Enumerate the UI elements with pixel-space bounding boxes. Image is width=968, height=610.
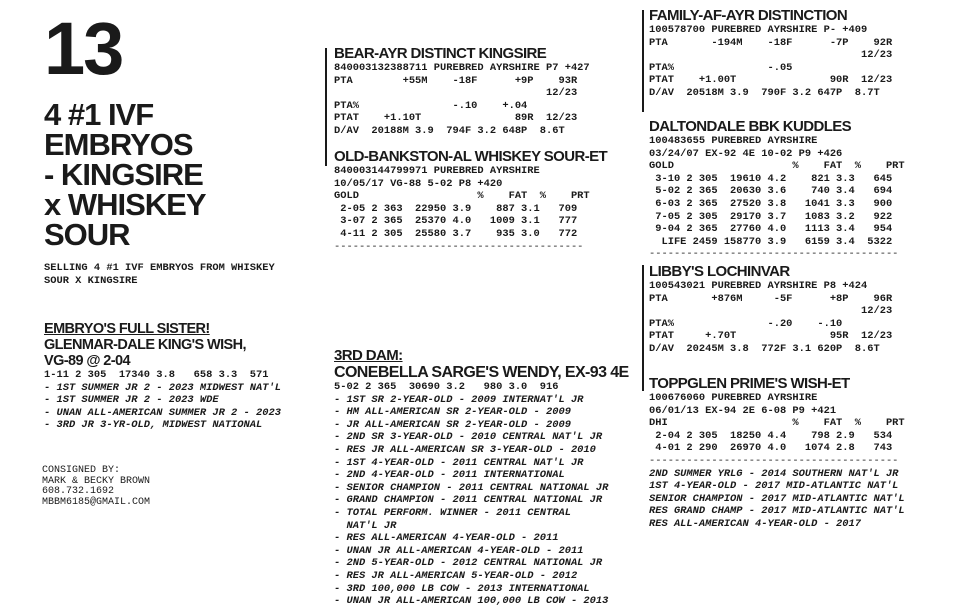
- award-line: - 3RD JR 3-YR-OLD, MIDWEST NATIONAL: [44, 419, 263, 432]
- pedigree-line: 12/23: [649, 49, 893, 62]
- pedigree-line: PTA% -.05: [649, 61, 793, 74]
- pedigree-line: 5-02 2 365 20630 3.6 740 3.4 694: [649, 185, 893, 198]
- pedigree-bracket: [642, 10, 644, 112]
- headline-line: 4 #1 IVF: [44, 97, 154, 132]
- award-line: - 2ND 5-YEAR-OLD - 2012 CENTRAL NATIONAL JR: [334, 557, 603, 570]
- pedigree-bracket: [642, 265, 644, 391]
- maternal-grandsire-block: [649, 263, 892, 356]
- lot-number: 13: [44, 7, 123, 90]
- award-line: - 1ST SR 2-YEAR-OLD - 2009 INTERNAT'L JR: [334, 393, 584, 406]
- paternal-grandsire-name: FAMILY-AF-AYR DISTINCTION: [649, 7, 848, 24]
- award-line: - JR ALL-AMERICAN SR 2-YEAR-OLD - 2009: [334, 418, 571, 431]
- award-line: - 1ST SUMMER JR 2 - 2023 MIDWEST NAT'L: [44, 381, 281, 394]
- third-dam-label: 3RD DAM:: [334, 347, 403, 364]
- full-sister-record: 1-11 2 305 17340 3.8 658 3.3 571: [44, 369, 269, 381]
- pedigree-line: GOLD % FAT % PRT: [649, 160, 905, 173]
- pedigree-line: LIFE 2459 158770 3.9 6159 3.4 5322: [649, 235, 893, 248]
- award-line: - 3RD 100,000 LB COW - 2013 INTERNATIONAL: [334, 582, 590, 595]
- description-line: SELLING 4 #1 IVF EMBRYOS FROM WHISKEY: [44, 262, 275, 274]
- award-line: - UNAN JR ALL-AMERICAN 100,000 LB COW - 2013: [334, 595, 609, 608]
- sire-line: D/AV 20188M 3.9 794F 3.2 648P 8.6T: [334, 124, 565, 137]
- granddam-name: DALTONDALE BBK KUDDLES: [649, 118, 852, 135]
- sire-line: 840003132388711 PUREBRED AYRSHIRE P7 +427: [334, 62, 590, 74]
- pedigree-bracket: [325, 48, 327, 166]
- headline-line: EMBRYOS: [44, 127, 193, 162]
- sire-name: BEAR-AYR DISTINCT KINGSIRE: [334, 45, 547, 62]
- pedigree-line: 9-04 2 365 27760 4.0 1113 3.4 954: [649, 223, 893, 236]
- lot-headline: [44, 97, 304, 252]
- full-sister-score: VG-89 @ 2-04: [44, 353, 130, 369]
- pedigree-line: 2-04 2 305 18250 4.4 798 2.9 534: [649, 429, 893, 442]
- pedigree-line: D/AV 20245M 3.8 772F 3.1 620P 8.6T: [649, 342, 880, 355]
- maternal-grandsire-name: LIBBY'S LOCHINVAR: [649, 263, 790, 280]
- sire-line: PTAT +1.10T 89R 12/23: [334, 112, 578, 125]
- dam-line: 2-05 2 363 22950 3.9 887 3.1 709: [334, 202, 578, 215]
- dam-line: 10/05/17 VG-88 5-02 P8 +420: [334, 177, 503, 190]
- consignor-phone: 608.732.1692: [42, 486, 115, 497]
- dam-line: 3-07 2 365 25370 4.0 1009 3.1 777: [334, 215, 578, 228]
- award-line: - RES JR ALL-AMERICAN 5-YEAR-OLD - 2012: [334, 569, 578, 582]
- pedigree-line: 100543021 PUREBRED AYRSHIRE P8 +424: [649, 280, 868, 292]
- granddam-block: [649, 118, 905, 261]
- lot-description: [44, 262, 275, 287]
- award-line: NAT'L JR: [334, 519, 397, 532]
- granddam-divider: ----------------------------------------: [649, 248, 899, 261]
- headline-line: x WHISKEY: [44, 187, 206, 222]
- pedigree-line: PTA -194M -18F -7P 92R: [649, 36, 893, 49]
- consignor-label: CONSIGNED BY:: [42, 465, 121, 476]
- award-line: RES GRAND CHAMP - 2017 MID-ATLANTIC NAT'L: [649, 505, 905, 518]
- great-granddam-divider: ----------------------------------------: [649, 454, 899, 467]
- pedigree-line: D/AV 20518M 3.9 790F 3.2 647P 8.7T: [649, 86, 880, 99]
- pedigree-line: 4-01 2 290 26970 4.0 1074 2.8 743: [649, 442, 893, 455]
- award-line: - RES ALL-AMERICAN 4-YEAR-OLD - 2011: [334, 532, 559, 545]
- pedigree-line: 6-03 2 365 27520 3.8 1041 3.3 900: [649, 197, 893, 210]
- consignor-name: MARK & BECKY BROWN: [42, 475, 151, 487]
- dam-line: GOLD % FAT % PRT: [334, 190, 590, 203]
- dam-name: OLD-BANKSTON-AL WHISKEY SOUR-ET: [334, 148, 608, 165]
- pedigree-line: PTA% -.20 -.10: [649, 317, 843, 330]
- third-dam-name: CONEBELLA SARGE'S WENDY, EX-93 4E: [334, 364, 629, 381]
- paternal-grandsire-block: [649, 7, 892, 100]
- pedigree-line: 06/01/13 EX-94 2E 6-08 P9 +421: [649, 404, 837, 417]
- award-line: RES ALL-AMERICAN 4-YEAR-OLD - 2017: [649, 517, 862, 530]
- pedigree-line: PTAT +1.00T 90R 12/23: [649, 74, 893, 87]
- sire-block: [334, 45, 590, 138]
- award-line: - GRAND CHAMPION - 2011 CENTRAL NATIONAL JR: [334, 494, 603, 507]
- pedigree-line: DHI % FAT % PRT: [649, 417, 905, 430]
- pedigree-line: 12/23: [649, 305, 893, 318]
- award-line: - 2ND 4-YEAR-OLD - 2011 INTERNATIONAL: [334, 469, 565, 482]
- award-line: - 1ST 4-YEAR-OLD - 2011 CENTRAL NAT'L JR: [334, 456, 584, 469]
- dam-line: 4-11 2 305 25580 3.7 935 3.0 772: [334, 227, 578, 240]
- consignor-info: [42, 466, 150, 508]
- award-line: - UNAN JR ALL-AMERICAN 4-YEAR-OLD - 2011: [334, 544, 584, 557]
- pedigree-line: 100578700 PUREBRED AYRSHIRE P- +409: [649, 24, 868, 36]
- pedigree-line: 7-05 2 305 29170 3.7 1083 3.2 922: [649, 210, 893, 223]
- award-line: - TOTAL PERFORM. WINNER - 2011 CENTRAL: [334, 506, 571, 519]
- full-sister-name: GLENMAR-DALE KING'S WISH,: [44, 337, 246, 353]
- award-line: - SENIOR CHAMPION - 2011 CENTRAL NATIONAL JR: [334, 481, 609, 494]
- dam-block: [334, 148, 607, 253]
- headline-line: - KINGSIRE: [44, 157, 203, 192]
- pedigree-line: PTAT +.70T 95R 12/23: [649, 330, 893, 343]
- pedigree-line: 03/24/07 EX-92 4E 10-02 P9 +426: [649, 147, 843, 160]
- consignor-email[interactable]: MBBM6185@GMAIL.COM: [42, 496, 151, 508]
- pedigree-line: 3-10 2 305 19610 4.2 821 3.3 645: [649, 172, 893, 185]
- full-sister-label: EMBRYO'S FULL SISTER!: [44, 321, 210, 337]
- award-line: - RES JR ALL-AMERICAN SR 3-YEAR-OLD - 2010: [334, 443, 596, 456]
- dam-divider: ----------------------------------------: [334, 240, 584, 253]
- great-granddam-name: TOPPGLEN PRIME'S WISH-ET: [649, 375, 850, 392]
- award-line: - 1ST SUMMER JR 2 - 2023 WDE: [44, 394, 219, 407]
- award-line: SENIOR CHAMPION - 2017 MID-ATLANTIC NAT'L: [649, 492, 905, 505]
- dam-line: 840003144799971 PUREBRED AYRSHIRE: [334, 165, 540, 177]
- award-line: 2ND SUMMER YRLG - 2014 SOUTHERN NAT'L JR: [649, 467, 899, 480]
- description-line: SOUR X KINGSIRE: [44, 274, 138, 287]
- award-line: - HM ALL-AMERICAN SR 2-YEAR-OLD - 2009: [334, 406, 571, 419]
- sire-line: 12/23: [334, 87, 578, 100]
- sire-line: PTA +55M -18F +9P 93R: [334, 74, 578, 87]
- great-granddam-block: [649, 375, 905, 531]
- award-line: - UNAN ALL-AMERICAN SUMMER JR 2 - 2023: [44, 406, 281, 419]
- headline-line: SOUR: [44, 217, 130, 252]
- full-sister-section: [44, 321, 281, 432]
- pedigree-line: PTA +876M -5F +8P 96R: [649, 292, 893, 305]
- third-dam-block: [334, 347, 629, 608]
- award-line: 1ST 4-YEAR-OLD - 2017 MID-ATLANTIC NAT'L: [649, 480, 899, 493]
- third-dam-record: 5-02 2 365 30690 3.2 980 3.0 916: [334, 381, 559, 393]
- pedigree-line: 100676060 PUREBRED AYRSHIRE: [649, 392, 818, 404]
- pedigree-line: 100483655 PUREBRED AYRSHIRE: [649, 135, 818, 147]
- award-line: - 2ND SR 3-YEAR-OLD - 2010 CENTRAL NAT'L JR: [334, 431, 603, 444]
- sire-line: PTA% -.10 +.04: [334, 99, 528, 112]
